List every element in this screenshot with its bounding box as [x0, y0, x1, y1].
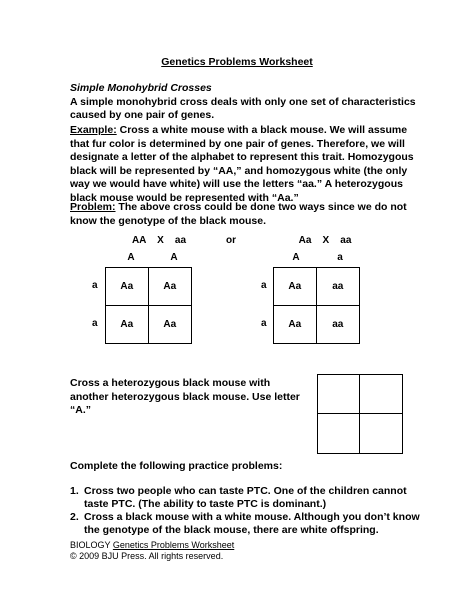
cross1-cell: Aa	[149, 268, 192, 306]
cross1-header: AA X aa	[131, 235, 187, 246]
item-text: Cross a black mouse with a white mouse. Although you don’t know the genotype of the black mouse, there are white offspring.	[84, 511, 420, 536]
cross2-top-allele-2: a	[337, 252, 343, 263]
cross1-cell: Aa	[106, 306, 149, 344]
or-label: or	[226, 235, 236, 246]
footer-course: BIOLOGY	[70, 540, 111, 550]
cross1-top-allele-2: A	[170, 252, 178, 263]
list-item	[70, 485, 420, 511]
cross1-punnett-square	[105, 267, 192, 344]
blank-cell[interactable]	[360, 375, 402, 414]
list-item	[70, 511, 420, 537]
section-heading: Simple Monohybrid Crosses	[70, 82, 212, 94]
cross2-cell: Aa	[274, 306, 317, 344]
cross2-punnett-square	[273, 267, 360, 344]
footer-copyright: © 2009 BJU Press. All rights reserved.	[70, 551, 224, 561]
hetero-cross-prompt: Cross a heterozygous black mouse with another heterozygous black mouse. Use letter “A.”	[70, 377, 300, 416]
blank-cell[interactable]	[360, 414, 402, 453]
item-text: Cross two people who can taste PTC. One of the children cannot taste PTC. (The ability to taste PTC is dominant.)	[84, 485, 407, 510]
item-number: 2.	[70, 511, 79, 523]
cross1-cell: Aa	[106, 268, 149, 306]
page-title: Genetics Problems Worksheet	[161, 56, 313, 68]
footer	[70, 540, 234, 562]
cross1-top-allele-1: A	[127, 252, 135, 263]
cross2-cell: Aa	[274, 268, 317, 306]
problem-paragraph	[70, 201, 420, 228]
practice-heading: Complete the following practice problems:	[70, 460, 283, 472]
cross2-cell: aa	[332, 318, 344, 330]
example-paragraph	[70, 124, 420, 205]
problem-text: The above cross could be done two ways since we do not know the genotype of the black mouse.	[70, 201, 407, 227]
example-text: Cross a white mouse with a black mouse. We will assume that fur color is determined by one pair of genes. Therefore, we will designate a letter of the alphabet to represent this trait. Homozygous black will be represented by “AA,” and homozygous white (the only way we would have white) will use the letters “aa.” A heterozygous black mouse would be represented with “Aa.”	[70, 124, 414, 204]
cross2-header: Aa X aa	[298, 235, 352, 246]
cross1-side-allele-2: a	[92, 318, 98, 329]
footer-line-1	[70, 540, 234, 551]
intro-section	[70, 82, 420, 123]
blank-punnett-square[interactable]	[317, 374, 403, 454]
cross1-cell: Aa	[163, 318, 177, 330]
cross2-top-allele-1: A	[292, 252, 300, 263]
cross2-side-allele-2: a	[261, 318, 267, 329]
problem-label: Problem:	[70, 201, 116, 213]
item-number: 1.	[70, 485, 79, 497]
example-label: Example:	[70, 124, 117, 136]
cross2-cell: aa	[317, 268, 360, 306]
cross2-side-allele-1: a	[261, 280, 267, 291]
cross1-side-allele-1: a	[92, 280, 98, 291]
blank-cell[interactable]	[318, 414, 360, 453]
blank-cell[interactable]	[318, 375, 360, 414]
footer-doc-name: Genetics Problems Worksheet	[112, 540, 235, 550]
practice-list	[70, 485, 420, 537]
intro-text: A simple monohybrid cross deals with only one set of characteristics caused by one pair of genes.	[70, 95, 416, 121]
